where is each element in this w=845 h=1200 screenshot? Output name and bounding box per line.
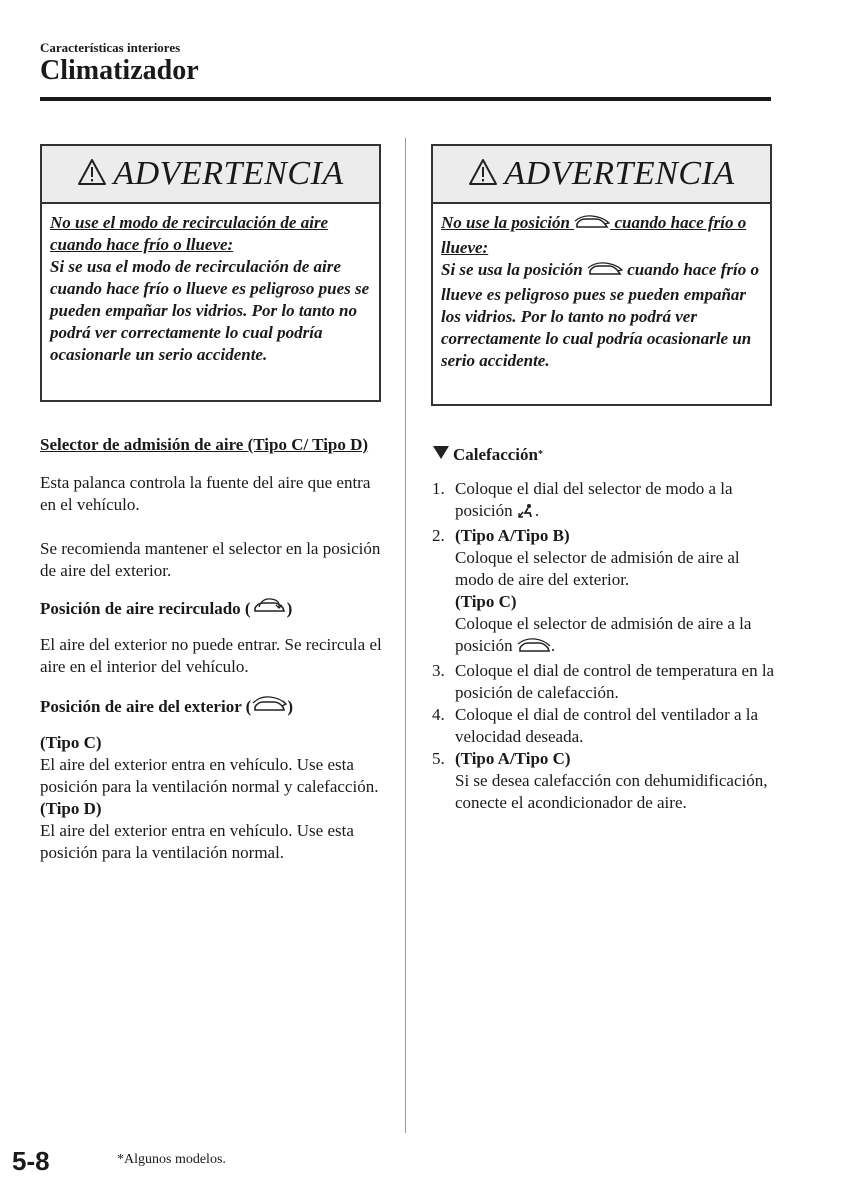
- step-text: Coloque el dial de control del ventilador a la velocidad deseada.: [455, 705, 759, 746]
- paragraph: Esta palanca controla la fuente del aire que entra en el vehículo.: [40, 473, 371, 514]
- subheading-outside: [40, 694, 385, 720]
- list-item: [432, 478, 777, 525]
- list-item: [432, 704, 777, 748]
- outside-air-icon: [587, 262, 623, 284]
- section-label: Características interiores: [40, 40, 181, 55]
- right-column: [432, 444, 777, 814]
- warning-triangle-icon: [468, 158, 498, 191]
- warning-lead-part-b: cuando hace frío o llueve:: [441, 213, 747, 257]
- left-column: [40, 434, 385, 864]
- footnote: *Algunos modelos.: [117, 1152, 226, 1167]
- step-number: 2.: [432, 526, 445, 545]
- step-text: Si se desea calefacción con dehumidificación, conecte el acondicionador de aire.: [455, 771, 768, 812]
- step-text: [455, 748, 777, 814]
- warning-text-part-a: Si se usa la posición: [441, 260, 583, 279]
- page-title: Climatizador: [40, 55, 199, 86]
- subheading-recirculated: [40, 596, 385, 622]
- header-rule: [40, 97, 771, 101]
- warning-lead: No use el modo de recirculación de aire cuando hace frío o llueve:: [50, 213, 329, 254]
- warning-box-recirculation: [40, 144, 381, 402]
- heating-steps: [432, 478, 777, 814]
- warning-body: [42, 204, 379, 372]
- step-text: [455, 478, 777, 525]
- outside-air-icon: [251, 694, 287, 720]
- warning-lead: [441, 213, 746, 257]
- warning-triangle-icon: [77, 158, 107, 191]
- page-number: 5-8: [12, 1146, 50, 1176]
- type-label: (Tipo D): [40, 799, 102, 818]
- warning-box-outside-air: [431, 144, 772, 406]
- subheading-text: Posición de aire del exterior (: [40, 697, 252, 716]
- heading-text: Calefacción: [453, 445, 538, 464]
- outside-air-icon: [517, 638, 551, 660]
- warning-text-part-b: cuando hace frío o llueve es peligroso pues se pueden empañar los vidrios. Por lo tanto no podrá ver correctamente lo cual podría ocasionarle un serio accidente.: [441, 260, 759, 370]
- heating-heading: [432, 444, 777, 466]
- warning-header: [433, 146, 770, 204]
- subheading-close: ): [287, 697, 294, 716]
- paragraph: El aire del exterior entra en vehículo. Use esta posición para la ventilación normal.: [40, 821, 354, 862]
- warning-body: [433, 204, 770, 378]
- step-text-b: .: [534, 501, 540, 520]
- step-number: 3.: [432, 661, 445, 680]
- step-text: Coloque el selector de admisión de aire al modo de aire del exterior.: [455, 548, 740, 589]
- subheading-close: ): [286, 599, 293, 618]
- warning-title: ADVERTENCIA: [504, 155, 735, 192]
- list-item: [432, 748, 777, 814]
- step-text: [455, 525, 777, 660]
- paragraph: El aire del exterior entra en vehículo. Use esta posición para la ventilación normal y calefacción.: [40, 755, 379, 796]
- type-label: (Tipo C): [40, 733, 102, 752]
- warning-title: ADVERTENCIA: [113, 155, 344, 192]
- step-text-b: .: [550, 636, 556, 655]
- warning-text: Si se usa el modo de recirculación de aire cuando hace frío o llueve es peligroso pues se pueden empañar los vidrios. Por lo tanto no podrá ver correctamente lo cual podría ocasionarle un serio accidente.: [50, 257, 370, 364]
- triangle-marker-icon: [432, 444, 450, 466]
- heading-asterisk: *: [537, 449, 543, 460]
- recirculate-air-icon: [251, 596, 287, 622]
- floor-mode-icon: [517, 503, 535, 525]
- column-divider: [405, 138, 406, 1133]
- section-heading: Selector de admisión de aire (Tipo C/ Tipo D): [40, 435, 369, 454]
- type-label: (Tipo A/Tipo B): [455, 526, 570, 545]
- step-number: 4.: [432, 705, 445, 724]
- paragraph: Se recomienda mantener el selector en la posición de aire del exterior.: [40, 539, 381, 580]
- list-item: [432, 660, 777, 704]
- step-number: 1.: [432, 479, 445, 498]
- warning-lead-part-a: No use la posición: [441, 213, 570, 232]
- type-label: (Tipo C): [455, 592, 517, 611]
- subheading-text: Posición de aire recirculado (: [40, 599, 251, 618]
- warning-header: [42, 146, 379, 204]
- step-number: 5.: [432, 749, 445, 768]
- step-text-a: Coloque el selector de admisión de aire a la posición: [455, 614, 752, 655]
- type-label: (Tipo A/Tipo C): [455, 749, 571, 768]
- paragraph: El aire del exterior no puede entrar. Se recircula el aire en el interior del vehículo.: [40, 635, 382, 676]
- outside-air-icon: [574, 215, 610, 237]
- step-text-a: Coloque el dial del selector de modo a la posición: [455, 479, 733, 520]
- list-item: [432, 525, 777, 660]
- step-text: Coloque el dial de control de temperatura en la posición de calefacción.: [455, 661, 775, 702]
